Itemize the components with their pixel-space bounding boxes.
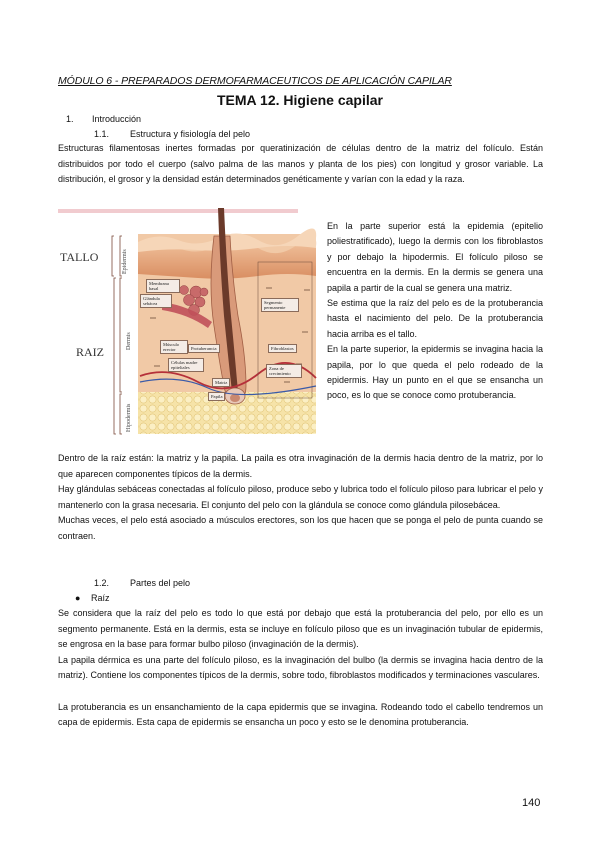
tag-zona-crecimiento: Zona de crecimiento — [266, 364, 302, 378]
bullet-label: Raíz — [91, 593, 110, 603]
section-label: Partes del pelo — [130, 578, 191, 588]
paragraph: La papila dérmica es una parte del folículo piloso, es la invaginación del bulbo (la dermis se invagina hacia dentro de la matriz). Contiene los componentes típicos de la dermis, sobre todo, fibroblastos modificados y terminaciones vasculares. — [58, 654, 543, 681]
bullet-dot-icon: ● — [75, 593, 81, 603]
skin-section-illustration — [58, 206, 322, 440]
section-1-2-heading — [94, 578, 190, 588]
tag-papila: Papila — [208, 392, 225, 401]
page-number: 140 — [522, 797, 541, 809]
figure-label-dermis: Dermis — [126, 332, 132, 350]
section-label: Introducción — [92, 114, 142, 124]
raiz-text-block — [58, 606, 543, 731]
paragraph: La protuberancia es un ensanchamiento de la capa epidermis que se invagina. Rodeando todo el cabello tendremos un capa de epidermis. Esta capa de epidermis se ensancha un poco y esto se le denomina protuberancia. — [58, 701, 543, 728]
paragraph: Se considera que la raíz del pelo es todo lo que está por debajo que está la protuberancia del pelo, por ello es un segmento permanente. Está en la dermis, esta se incluye en folículo piloso que es un invaginación tubular de epidermis, se engrosa en la base para formar bulbo piloso (invaginación de la dermis). — [58, 608, 543, 650]
figure-label-tallo: TALLO — [60, 250, 99, 264]
figure-side-text — [327, 219, 543, 404]
body-text-block — [58, 451, 543, 545]
section-number: 1. — [66, 114, 74, 124]
tag-fibroblastos: Fibroblastos — [268, 344, 297, 353]
section-1-1-heading — [94, 129, 250, 139]
paragraph: Hay glándulas sebáceas conectadas al folículo piloso, produce sebo y lubrica todo el folículo piloso para lubricar el pelo y mantenerlo con la grasa necesaria. El conjunto del pelo con la glándula se conoce como glándula pilosebácea. — [58, 484, 543, 510]
tag-membrana-basal: Membrana basal — [146, 279, 180, 293]
tag-matriz: Matriz — [212, 378, 230, 387]
paragraph: En la parte superior, la epidermis se invagina hacia la papila, por lo que queda el pelo rodeado de la epidermis. Hay un punto en el que se ensancha un poco, es lo que se conoce como protuberancia. — [327, 344, 543, 401]
paragraph: En la parte superior está la epidemia (epitelio poliestratificado), luego la dermis con los fibroblastos y por debajo la hipodermis. El folículo piloso se encuentra en la dermis. En la dermis se genera una papila a partir de la cual se genera una matriz. — [327, 221, 543, 293]
section-label: Estructura y fisiología del pelo — [130, 129, 251, 139]
figure-label-raiz: RAIZ — [76, 345, 104, 359]
section-number: 1.2. — [94, 578, 110, 588]
tag-protuberancia: Protuberancia — [188, 344, 220, 353]
section-1-heading — [66, 114, 141, 124]
figure-label-epidermis: Epidermis — [122, 249, 128, 274]
tag-glandula-sebacea: Glándula sebácea — [140, 294, 172, 308]
tag-segmento-permanente: Segmento permanente — [261, 298, 299, 312]
paragraph: Dentro de la raíz están: la matriz y la papila. La paila es otra invaginación de la dermis hacia dentro de la matriz, por lo que aparecen componentes típicos de la dermis. — [58, 453, 543, 479]
hair-follicle-figure — [58, 206, 322, 440]
spacer — [58, 684, 543, 700]
module-title: MÓDULO 6 - PREPARADOS DERMOFARMACEUTICOS DE APLICACIÓN CAPILAR — [58, 75, 452, 87]
intro-paragraph — [58, 141, 543, 188]
bullet-item — [75, 593, 110, 603]
paragraph: Se estima que la raíz del pelo es de la protuberancia hasta el nacimiento del pelo. De la protuberancia hacia arriba es el tallo. — [327, 298, 543, 339]
tag-celulas-madre: Células madre epiteliales — [168, 358, 204, 372]
section-number: 1.1. — [94, 129, 110, 139]
figure-label-hipodermis: Hipodermis — [126, 403, 132, 432]
tag-musculo-erector: Músculo erector — [160, 340, 188, 354]
topic-title: TEMA 12. Higiene capilar — [217, 92, 383, 108]
paragraph: Muchas veces, el pelo está asociado a músculos erectores, son los que hacen que se ponga el pelo de punta cuando se contraen. — [58, 515, 543, 541]
paragraph: Estructuras filamentosas inertes formadas por queratinización de células dentro de la matriz del folículo. Están distribuidos por todo el cuerpo (salvo palma de las manos y planta de los pies) con longitud y grosor variable. La distribución, el grosor y la densidad están determinados genéticamente y varían con la edad y la raza. — [58, 143, 543, 185]
